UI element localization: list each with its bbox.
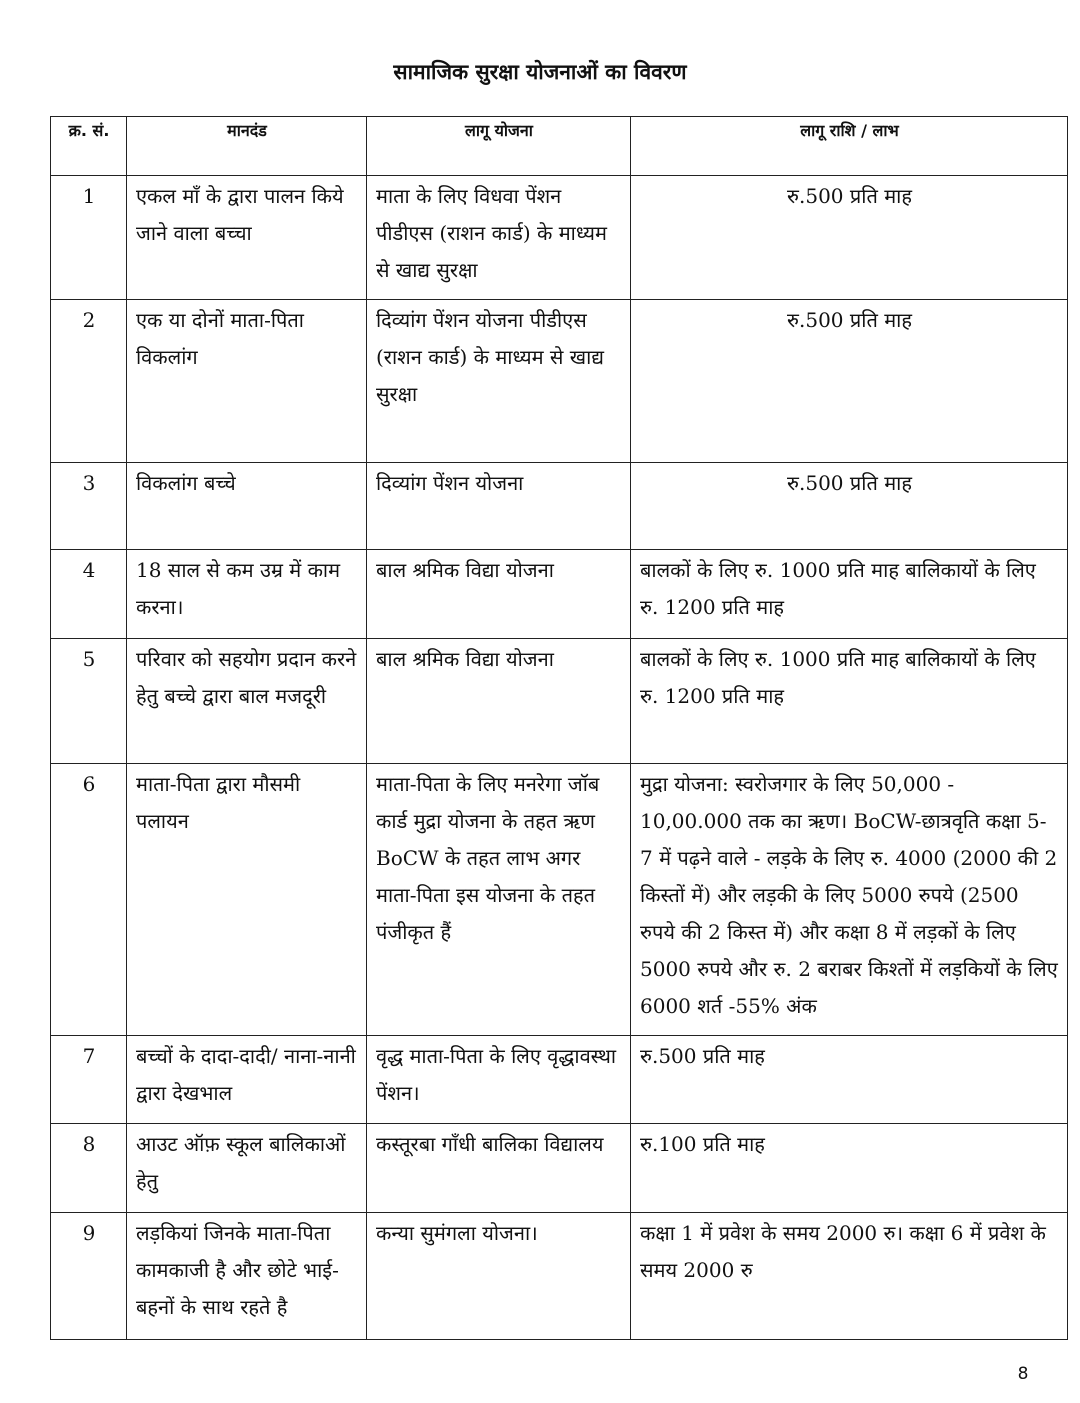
row-criteria: एकल माँ के द्वारा पालन किये जाने वाला बच्चा (127, 176, 367, 300)
header-criteria: मानदंड (127, 117, 367, 176)
row-sno: 5 (51, 639, 127, 764)
row-criteria: एक या दोनों माता-पिता विकलांग (127, 300, 367, 463)
row-sno: 4 (51, 550, 127, 639)
table-row (51, 1124, 1068, 1213)
row-benefit: बालकों के लिए रु. 1000 प्रति माह बालिकायों के लिए रु. 1200 प्रति माह (631, 550, 1068, 639)
row-scheme: बाल श्रमिक विद्या योजना (367, 639, 631, 764)
row-benefit: रु.500 प्रति माह (631, 300, 1068, 463)
table-row (51, 463, 1068, 550)
table-row (51, 764, 1068, 1036)
row-sno: 7 (51, 1036, 127, 1124)
table-row (51, 176, 1068, 300)
row-sno: 8 (51, 1124, 127, 1213)
table-row (51, 550, 1068, 639)
table-row (51, 639, 1068, 764)
row-scheme: माता-पिता के लिए मनरेगा जॉब कार्ड मुद्रा योजना के तहत ऋण BoCW के तहत लाभ अगर माता-पिता इस योजना के तहत पंजीकृत हैं (367, 764, 631, 1036)
row-benefit: रु.100 प्रति माह (631, 1124, 1068, 1213)
header-benefit: लागू राशि / लाभ (631, 117, 1068, 176)
row-scheme: कन्या सुमंगला योजना। (367, 1213, 631, 1340)
schemes-table (50, 116, 1068, 1340)
row-scheme: दिव्यांग पेंशन योजना (367, 463, 631, 550)
row-scheme: दिव्यांग पेंशन योजना पीडीएस (राशन कार्ड) के माध्यम से खाद्य सुरक्षा (367, 300, 631, 463)
row-criteria: आउट ऑफ़ स्कूल बालिकाओं हेतु (127, 1124, 367, 1213)
page-number: 8 (1017, 1364, 1029, 1384)
row-criteria: परिवार को सहयोग प्रदान करने हेतु बच्चे द्वारा बाल मजदूरी (127, 639, 367, 764)
row-scheme: बाल श्रमिक विद्या योजना (367, 550, 631, 639)
row-criteria: विकलांग बच्चे (127, 463, 367, 550)
row-sno: 6 (51, 764, 127, 1036)
row-sno: 1 (51, 176, 127, 300)
page-title: सामाजिक सुरक्षा योजनाओं का विवरण (393, 60, 687, 84)
row-benefit: रु.500 प्रति माह (631, 1036, 1068, 1124)
row-criteria: लड़कियां जिनके माता-पिता कामकाजी है और छोटे भाई-बहनों के साथ रहते है (127, 1213, 367, 1340)
table-row (51, 1213, 1068, 1340)
row-criteria: माता-पिता द्वारा मौसमी पलायन (127, 764, 367, 1036)
row-sno: 9 (51, 1213, 127, 1340)
row-criteria: बच्चों के दादा-दादी/ नाना-नानी द्वारा देखभाल (127, 1036, 367, 1124)
row-benefit: मुद्रा योजना: स्वरोजगार के लिए 50,000 - 10,00.000 तक का ऋण। BoCW-छात्रवृति कक्षा 5-7 में पढ़ने वाले - लड़के के लिए रु. 4000 (2000 की 2 किस्तों में) और लड़की के लिए 5000 रुपये (2500 रुपये की 2 किस्त में) और कक्षा 8 में लड़कों के लिए 5000 रुपये और रु. 2 बराबर किश्तों में लड़कियों के लिए 6000 शर्त -55% अंक (631, 764, 1068, 1036)
row-scheme: कस्तूरबा गाँधी बालिका विद्यालय (367, 1124, 631, 1213)
header-scheme: लागू योजना (367, 117, 631, 176)
header-sno: क्र. सं. (51, 117, 127, 176)
row-benefit: बालकों के लिए रु. 1000 प्रति माह बालिकायों के लिए रु. 1200 प्रति माह (631, 639, 1068, 764)
row-criteria: 18 साल से कम उम्र में काम करना। (127, 550, 367, 639)
table-header-row (51, 117, 1068, 176)
row-benefit: कक्षा 1 में प्रवेश के समय 2000 रु। कक्षा 6 में प्रवेश के समय 2000 रु (631, 1213, 1068, 1340)
row-scheme: माता के लिए विधवा पेंशन पीडीएस (राशन कार्ड) के माध्यम से खाद्य सुरक्षा (367, 176, 631, 300)
row-benefit: रु.500 प्रति माह (631, 176, 1068, 300)
row-benefit: रु.500 प्रति माह (631, 463, 1068, 550)
table-row (51, 300, 1068, 463)
row-scheme: वृद्ध माता-पिता के लिए वृद्धावस्था पेंशन। (367, 1036, 631, 1124)
row-sno: 2 (51, 300, 127, 463)
row-sno: 3 (51, 463, 127, 550)
table-row (51, 1036, 1068, 1124)
